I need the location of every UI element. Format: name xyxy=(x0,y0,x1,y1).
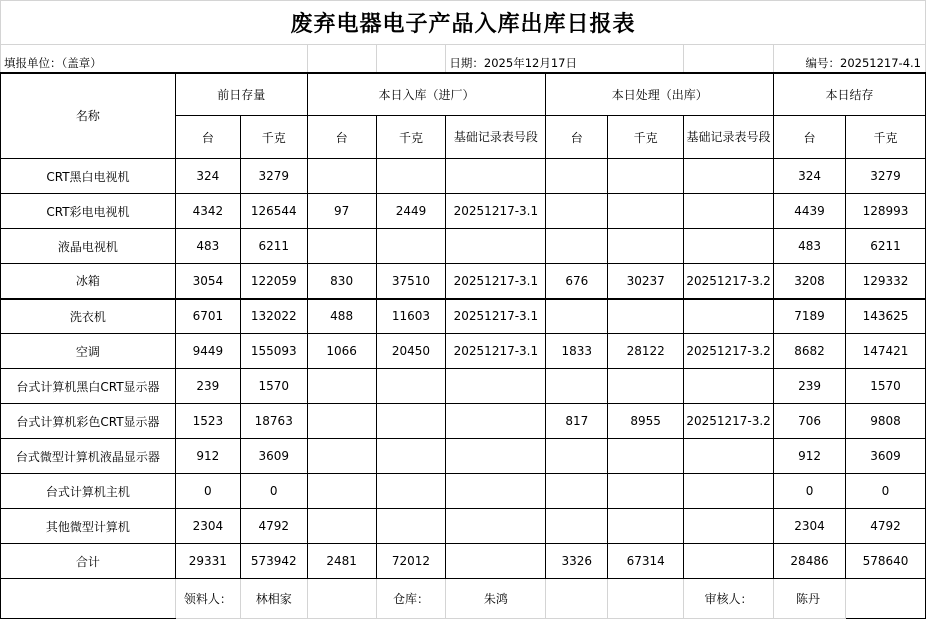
cell-name: 其他微型计算机 xyxy=(1,509,176,544)
table-row xyxy=(1,544,926,579)
cell-out-weight xyxy=(608,474,684,509)
cell-close-weight: 578640 xyxy=(845,544,925,579)
header-unit-weight: 千克 xyxy=(608,116,684,159)
cell-in-count xyxy=(307,509,376,544)
cell-in-count xyxy=(307,159,376,194)
cell-name: 合计 xyxy=(1,544,176,579)
cell-close-count: 706 xyxy=(774,404,846,439)
cell-out-record xyxy=(684,194,774,229)
cell-in-weight xyxy=(376,439,446,474)
cell-prev-count: 3054 xyxy=(175,264,240,299)
cell-close-weight: 129332 xyxy=(845,264,925,299)
table-row xyxy=(1,194,926,229)
cell-prev-count: 4342 xyxy=(175,194,240,229)
cell-prev-weight: 18763 xyxy=(240,404,307,439)
cell-prev-weight: 4792 xyxy=(240,509,307,544)
cell-close-weight: 0 xyxy=(845,474,925,509)
cell-out-weight: 67314 xyxy=(608,544,684,579)
cell-in-weight xyxy=(376,159,446,194)
cell-out-count: 3326 xyxy=(546,544,608,579)
table-row xyxy=(1,334,926,369)
receiver-label: 领料人： xyxy=(175,579,240,619)
cell-out-weight: 8955 xyxy=(608,404,684,439)
cell-close-weight: 4792 xyxy=(845,509,925,544)
cell-in-count: 830 xyxy=(307,264,376,299)
table-row xyxy=(1,264,926,299)
cell-close-count: 4439 xyxy=(774,194,846,229)
table-row xyxy=(1,299,926,334)
cell-out-record: 20251217-3.2 xyxy=(684,404,774,439)
cell-out-record xyxy=(684,544,774,579)
number-label: 编号：20251217-4.1 xyxy=(774,45,926,73)
header-outbound: 本日处理（出库） xyxy=(546,73,774,116)
cell-prev-count: 483 xyxy=(175,229,240,264)
cell-out-record xyxy=(684,369,774,404)
cell-in-record xyxy=(446,439,546,474)
cell-name: 洗衣机 xyxy=(1,299,176,334)
cell-out-record xyxy=(684,509,774,544)
table-row xyxy=(1,404,926,439)
cell-in-weight xyxy=(376,474,446,509)
cell-in-record xyxy=(446,544,546,579)
cell-out-count: 1833 xyxy=(546,334,608,369)
table-row xyxy=(1,474,926,509)
report-title: 废弃电器电子产品入库出库日报表 xyxy=(1,1,926,45)
date-label: 日期：2025年12月17日 xyxy=(446,45,684,73)
cell-close-weight: 6211 xyxy=(845,229,925,264)
cell-prev-count: 9449 xyxy=(175,334,240,369)
cell-name: CRT彩电电视机 xyxy=(1,194,176,229)
cell-out-weight: 28122 xyxy=(608,334,684,369)
cell-out-count: 817 xyxy=(546,404,608,439)
header-inbound: 本日入库（进厂） xyxy=(307,73,546,116)
cell-prev-weight: 3609 xyxy=(240,439,307,474)
cell-out-weight xyxy=(608,159,684,194)
cell-in-weight: 37510 xyxy=(376,264,446,299)
cell-name: CRT黑白电视机 xyxy=(1,159,176,194)
header-unit-weight: 千克 xyxy=(376,116,446,159)
cell-name: 液晶电视机 xyxy=(1,229,176,264)
table-row xyxy=(1,229,926,264)
cell-out-count xyxy=(546,369,608,404)
cell-out-weight xyxy=(608,509,684,544)
header-unit-weight: 千克 xyxy=(240,116,307,159)
cell-prev-count: 912 xyxy=(175,439,240,474)
cell-prev-weight: 132022 xyxy=(240,299,307,334)
cell-out-record xyxy=(684,474,774,509)
cell-in-weight xyxy=(376,229,446,264)
unit-label: 填报单位：（盖章） xyxy=(1,45,308,73)
header-unit-count: 台 xyxy=(546,116,608,159)
cell-out-weight xyxy=(608,299,684,334)
cell-in-weight: 72012 xyxy=(376,544,446,579)
cell-in-record xyxy=(446,369,546,404)
cell-prev-weight: 1570 xyxy=(240,369,307,404)
cell-out-count xyxy=(546,509,608,544)
cell-close-weight: 1570 xyxy=(845,369,925,404)
header-unit-weight: 千克 xyxy=(845,116,925,159)
cell-in-record xyxy=(446,474,546,509)
cell-name: 台式计算机黑白CRT显示器 xyxy=(1,369,176,404)
cell-in-weight xyxy=(376,369,446,404)
cell-prev-weight: 0 xyxy=(240,474,307,509)
cell-out-count: 676 xyxy=(546,264,608,299)
cell-in-count: 97 xyxy=(307,194,376,229)
header-name: 名称 xyxy=(1,73,176,159)
cell-in-count xyxy=(307,474,376,509)
cell-out-weight xyxy=(608,369,684,404)
cell-out-record xyxy=(684,439,774,474)
cell-close-count: 324 xyxy=(774,159,846,194)
cell-in-weight: 20450 xyxy=(376,334,446,369)
table-row xyxy=(1,509,926,544)
cell-in-count: 1066 xyxy=(307,334,376,369)
cell-close-count: 912 xyxy=(774,439,846,474)
cell-in-record: 20251217-3.1 xyxy=(446,299,546,334)
header-unit-count: 台 xyxy=(307,116,376,159)
table-row xyxy=(1,369,926,404)
cell-in-record xyxy=(446,159,546,194)
cell-out-count xyxy=(546,299,608,334)
table-row xyxy=(1,159,926,194)
cell-close-count: 8682 xyxy=(774,334,846,369)
cell-in-count xyxy=(307,404,376,439)
cell-prev-count: 1523 xyxy=(175,404,240,439)
cell-out-count xyxy=(546,159,608,194)
cell-out-count xyxy=(546,474,608,509)
reviewer-name: 陈丹 xyxy=(774,579,846,619)
cell-out-count xyxy=(546,439,608,474)
cell-prev-weight: 3279 xyxy=(240,159,307,194)
cell-close-weight: 9808 xyxy=(845,404,925,439)
cell-prev-weight: 573942 xyxy=(240,544,307,579)
header-record-no: 基础记录表号段 xyxy=(684,116,774,159)
cell-close-weight: 3279 xyxy=(845,159,925,194)
cell-in-count: 2481 xyxy=(307,544,376,579)
cell-out-weight xyxy=(608,229,684,264)
table-body xyxy=(1,159,926,579)
cell-in-count xyxy=(307,439,376,474)
cell-out-weight xyxy=(608,194,684,229)
cell-close-count: 3208 xyxy=(774,264,846,299)
cell-in-weight xyxy=(376,404,446,439)
cell-close-weight: 128993 xyxy=(845,194,925,229)
receiver-name: 林相家 xyxy=(240,579,307,619)
cell-prev-count: 0 xyxy=(175,474,240,509)
header-unit-count: 台 xyxy=(175,116,240,159)
cell-out-record xyxy=(684,159,774,194)
cell-in-count xyxy=(307,229,376,264)
cell-in-count xyxy=(307,369,376,404)
cell-in-record: 20251217-3.1 xyxy=(446,194,546,229)
cell-prev-weight: 122059 xyxy=(240,264,307,299)
table-row xyxy=(1,439,926,474)
cell-close-count: 0 xyxy=(774,474,846,509)
cell-close-count: 28486 xyxy=(774,544,846,579)
header-unit-count: 台 xyxy=(774,116,846,159)
cell-close-weight: 3609 xyxy=(845,439,925,474)
cell-prev-weight: 126544 xyxy=(240,194,307,229)
header-record-no: 基础记录表号段 xyxy=(446,116,546,159)
cell-out-record xyxy=(684,299,774,334)
cell-prev-count: 239 xyxy=(175,369,240,404)
cell-prev-count: 6701 xyxy=(175,299,240,334)
cell-name: 空调 xyxy=(1,334,176,369)
reviewer-label: 审核人： xyxy=(684,579,774,619)
cell-out-record: 20251217-3.2 xyxy=(684,264,774,299)
warehouse-label: 仓库： xyxy=(376,579,446,619)
header-closing: 本日结存 xyxy=(774,73,926,116)
cell-prev-count: 2304 xyxy=(175,509,240,544)
cell-prev-count: 29331 xyxy=(175,544,240,579)
cell-in-record: 20251217-3.1 xyxy=(446,334,546,369)
cell-out-weight: 30237 xyxy=(608,264,684,299)
cell-close-count: 239 xyxy=(774,369,846,404)
cell-name: 台式计算机主机 xyxy=(1,474,176,509)
cell-close-weight: 143625 xyxy=(845,299,925,334)
cell-out-count xyxy=(546,194,608,229)
cell-prev-weight: 6211 xyxy=(240,229,307,264)
cell-close-count: 7189 xyxy=(774,299,846,334)
cell-in-weight: 11603 xyxy=(376,299,446,334)
cell-name: 冰箱 xyxy=(1,264,176,299)
cell-in-record xyxy=(446,404,546,439)
cell-in-weight: 2449 xyxy=(376,194,446,229)
cell-out-record: 20251217-3.2 xyxy=(684,334,774,369)
header-prev-stock: 前日存量 xyxy=(175,73,307,116)
cell-in-record: 20251217-3.1 xyxy=(446,264,546,299)
cell-out-record xyxy=(684,229,774,264)
warehouse-name: 朱鸿 xyxy=(446,579,546,619)
cell-in-record xyxy=(446,229,546,264)
cell-name: 台式微型计算机液晶显示器 xyxy=(1,439,176,474)
cell-prev-count: 324 xyxy=(175,159,240,194)
cell-close-count: 2304 xyxy=(774,509,846,544)
cell-in-record xyxy=(446,509,546,544)
cell-name: 台式计算机彩色CRT显示器 xyxy=(1,404,176,439)
cell-close-count: 483 xyxy=(774,229,846,264)
cell-in-count: 488 xyxy=(307,299,376,334)
cell-out-count xyxy=(546,229,608,264)
cell-close-weight: 147421 xyxy=(845,334,925,369)
cell-prev-weight: 155093 xyxy=(240,334,307,369)
cell-out-weight xyxy=(608,439,684,474)
cell-in-weight xyxy=(376,509,446,544)
